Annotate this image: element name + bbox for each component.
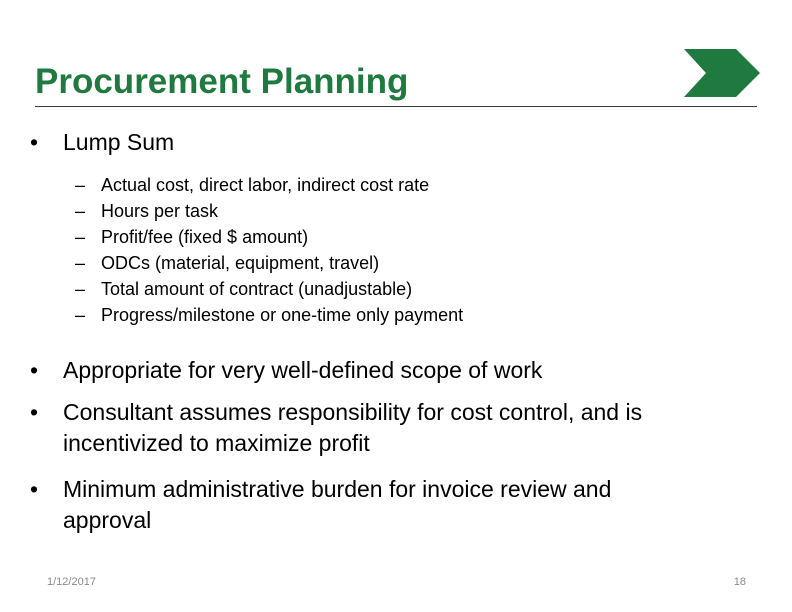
footer-date: 1/12/2017 [47, 576, 96, 588]
page-number: 18 [733, 576, 746, 588]
title-divider [35, 106, 757, 107]
chevron-logo-icon [684, 47, 760, 99]
sub-bullet-marker: – [75, 253, 86, 273]
sub-bullet-marker: – [75, 305, 86, 325]
sub-bullet-text: Total amount of contract (unadjustable) [101, 279, 413, 299]
bullet-text: Lump Sum [63, 129, 175, 155]
sub-bullet-text: Profit/fee (fixed $ amount) [101, 227, 309, 247]
bullet-marker: • [30, 399, 39, 425]
sub-bullet-marker: – [75, 227, 86, 247]
bullet-marker: • [30, 357, 39, 383]
bullet-text: approval [63, 507, 152, 533]
slide-title: Procurement Planning [35, 62, 409, 101]
bullet-text: Consultant assumes responsibility for cost control, and is [63, 399, 643, 425]
bullet-text: Minimum administrative burden for invoice review and [63, 476, 612, 502]
sub-bullet-text: Actual cost, direct labor, indirect cost rate [101, 175, 430, 195]
bullet-text: incentivized to maximize profit [63, 430, 370, 456]
bullet-marker: • [30, 129, 39, 155]
sub-bullet-marker: – [75, 175, 86, 195]
sub-bullet-marker: – [75, 201, 86, 221]
sub-bullet-text: Hours per task [101, 201, 219, 221]
bullet-marker: • [30, 476, 39, 502]
bullet-text: Appropriate for very well-defined scope of work [63, 357, 543, 383]
sub-bullet-text: Progress/milestone or one-time only payment [101, 305, 464, 325]
sub-bullet-text: ODCs (material, equipment, travel) [101, 253, 380, 273]
sub-bullet-marker: – [75, 279, 86, 299]
